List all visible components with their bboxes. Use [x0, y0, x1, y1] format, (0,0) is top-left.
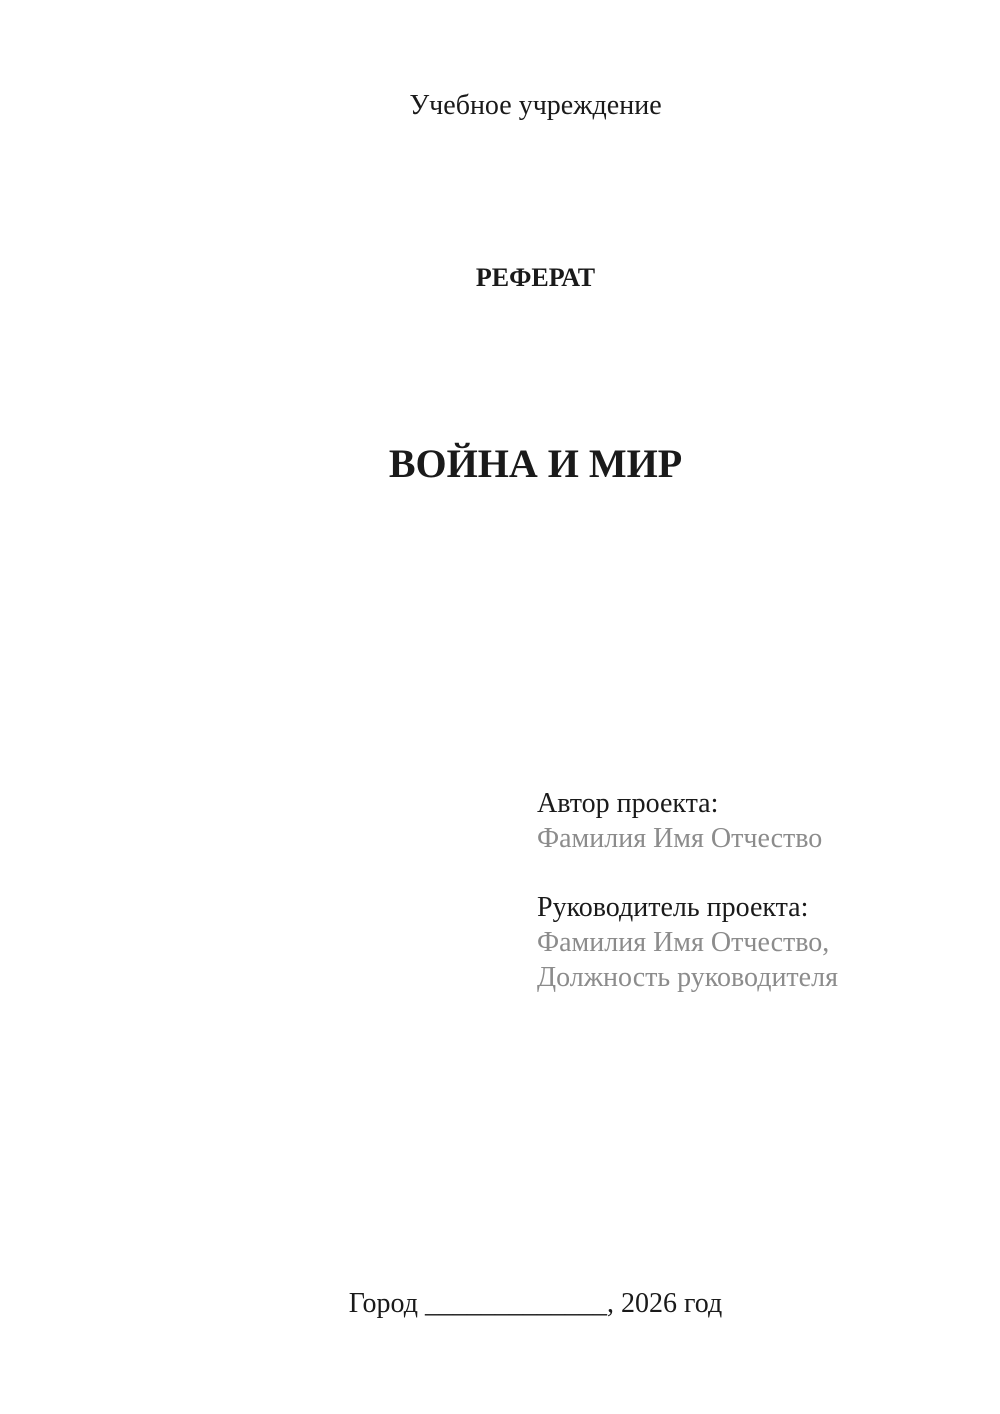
author-label: Автор проекта: [537, 788, 719, 819]
city-year-line: Город _____________, 2026 год [348, 1288, 723, 1319]
supervisor-name-placeholder: Фамилия Имя Отчество, [537, 927, 830, 958]
credits-block [537, 786, 928, 995]
supervisor-position-placeholder: Должность руководителя [537, 962, 838, 993]
institution-line: Учебное учреждение [409, 90, 662, 121]
supervisor-label: Руководитель проекта: [537, 892, 809, 923]
author-block [537, 786, 928, 856]
author-name-placeholder: Фамилия Имя Отчество [537, 823, 823, 854]
document-title: ВОЙНА И МИР [388, 441, 683, 486]
supervisor-block [537, 890, 928, 995]
document-type-label: РЕФЕРАТ [475, 263, 596, 292]
